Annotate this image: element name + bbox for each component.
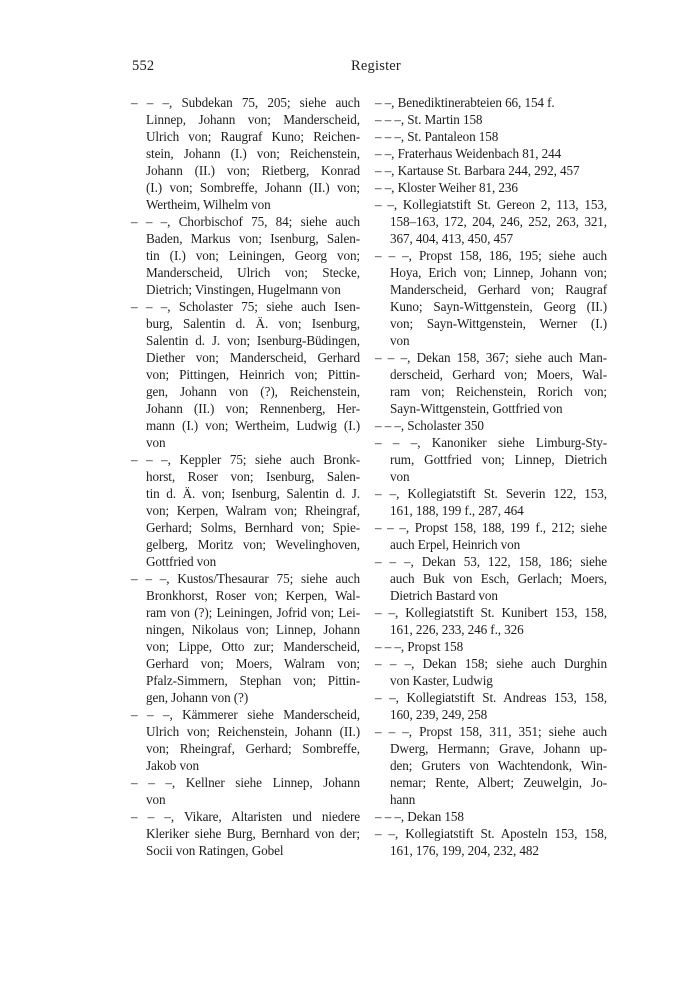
index-entry: [375, 553, 607, 604]
index-entry-line: Gottfried von: [146, 554, 217, 569]
index-entry-line: – –, Kloster Weiher 81, 236: [375, 180, 518, 195]
index-entry-line: von; Pittingen, Heinrich von; Pittin-: [146, 367, 360, 382]
index-entry-line: – –, Kollegiatstift St. Andreas 153, 158,: [375, 690, 607, 705]
index-entry-line: – – –, Kellner siehe Linnep, Johann: [131, 775, 360, 790]
index-entry: [375, 349, 607, 417]
index-entry: [375, 723, 607, 808]
index-entry-line: von: [146, 435, 166, 450]
index-entry-line: – – –, Propst 158: [375, 639, 464, 654]
index-entry-line: Johann (II.) von; Rennenberg, Her-: [146, 401, 360, 416]
index-entry-line: tin (I.) von; Leiningen, Georg von;: [146, 248, 360, 263]
index-entry-line: Socii von Ratingen, Gobel: [146, 843, 284, 858]
index-entry-line: mann (I.) von; Wertheim, Ludwig (I.): [146, 418, 360, 433]
index-entry-line: Wertheim, Wilhelm von: [146, 197, 271, 212]
index-entry-line: 161, 188, 199 f., 287, 464: [390, 503, 524, 518]
index-entry-line: – – –, St. Pantaleon 158: [375, 129, 499, 144]
index-entry-line: Pfalz-Simmern, Stephan von; Pittin-: [146, 673, 360, 688]
index-entry-line: Dietrich; Vinstingen, Hugelmann von: [146, 282, 341, 297]
index-entry-line: 160, 239, 249, 258: [390, 707, 488, 722]
index-entry-line: 161, 176, 199, 204, 232, 482: [390, 843, 539, 858]
index-entry-line: auch Buk von Esch, Gerlach; Moers,: [390, 571, 607, 586]
index-entry-line: von; Sayn-Wittgenstein, Werner (I.): [390, 316, 607, 331]
index-entry: [375, 111, 607, 128]
index-entry-line: – – –, Keppler 75; siehe auch Bronk-: [131, 452, 360, 467]
index-entry-line: Linnep, Johann von; Manderscheid,: [146, 112, 360, 127]
index-entry-line: – – –, Dekan 158: [375, 809, 464, 824]
index-entry-line: – – –, Propst 158, 311, 351; siehe auch: [375, 724, 607, 739]
index-entry-line: gelberg, Moritz von; Wevelinghoven,: [146, 537, 360, 552]
index-entry-line: Gerhard von; Moers, Walram von;: [146, 656, 360, 671]
index-entry: [375, 808, 607, 825]
index-entry: [131, 298, 360, 451]
index-entry-line: – – –, Kämmerer siehe Manderscheid,: [131, 707, 360, 722]
index-entry: [375, 434, 607, 485]
index-entry-line: (I.) von; Sombreffe, Johann (II.) von;: [146, 180, 360, 195]
index-entry-line: – – –, Dekan 53, 122, 158, 186; siehe: [375, 554, 607, 569]
index-entry: [375, 519, 607, 553]
index-entry: [375, 417, 607, 434]
index-entry: [131, 213, 360, 298]
index-entry-line: Dietrich Bastard von: [390, 588, 498, 603]
index-entry-line: Diether von; Manderscheid, Gerhard: [146, 350, 360, 365]
index-entry-line: burg, Salentin d. Ä. von; Isenburg,: [146, 316, 360, 331]
index-entry-line: Kuno; Sayn-Wittgenstein, Georg (II.): [390, 299, 607, 314]
page-number: 552: [132, 58, 155, 74]
index-entry-line: 158–163, 172, 204, 246, 252, 263, 321,: [390, 214, 607, 229]
index-entry-line: Jakob von: [146, 758, 199, 773]
index-entry-line: den; Gruters von Wachtendonk, Win-: [390, 758, 607, 773]
index-entry-line: – – –, Dekan 158; siehe auch Durghin: [375, 656, 607, 671]
index-entry-line: gen, Johann von (?): [146, 690, 249, 705]
index-entry: [375, 485, 607, 519]
index-entry-line: – – –, Vikare, Altaristen und niedere: [131, 809, 360, 824]
index-entry-line: – – –, Propst 158, 188, 199 f., 212; siehe: [375, 520, 607, 535]
index-entry-line: Manderscheid, Ulrich von; Stecke,: [146, 265, 360, 280]
index-entry: [375, 689, 607, 723]
index-entry-line: von: [390, 333, 410, 348]
index-entry-line: horst, Roser von; Isenburg, Salen-: [146, 469, 360, 484]
index-entry-line: von: [146, 792, 166, 807]
index-entry-line: – – –, Scholaster 350: [375, 418, 484, 433]
index-entry-line: nemar; Rente, Albert; Zeuwelgin, Jo-: [390, 775, 607, 790]
index-entry-line: Salentin d. J. von; Isenburg-Büdingen,: [146, 333, 360, 348]
index-entry-line: – –, Kollegiatstift St. Kunibert 153, 158,: [375, 605, 607, 620]
index-entry-line: – – –, Propst 158, 186, 195; siehe auch: [375, 248, 607, 263]
index-entry-line: 367, 404, 413, 450, 457: [390, 231, 513, 246]
index-entry-line: – –, Kollegiatstift St. Severin 122, 153,: [375, 486, 607, 501]
index-entry-line: – –, Kollegiatstift St. Aposteln 153, 158,: [375, 826, 607, 841]
index-entry-line: – –, Kartause St. Barbara 244, 292, 457: [375, 163, 580, 178]
index-entry: [375, 128, 607, 145]
page-header: [0, 58, 700, 78]
index-entry: [375, 825, 607, 859]
index-entry-line: – –, Kollegiatstift St. Gereon 2, 113, 153,: [375, 197, 607, 212]
index-entry: [375, 196, 607, 247]
index-entry: [131, 706, 360, 774]
index-entry-line: Hoya, Erich von; Linnep, Johann von;: [390, 265, 607, 280]
index-entry-line: – –, Benediktinerabteien 66, 154 f.: [375, 95, 555, 110]
index-entry-line: Johann (II.) von; Rietberg, Konrad: [146, 163, 360, 178]
index-entry: [131, 94, 360, 213]
index-entry-line: – –, Fraterhaus Weidenbach 81, 244: [375, 146, 562, 161]
index-entry-line: von; Lippe, Otto zur; Manderscheid,: [146, 639, 360, 654]
index-entry-line: 161, 226, 233, 246 f., 326: [390, 622, 524, 637]
index-entry-line: – – –, Chorbischof 75, 84; siehe auch: [131, 214, 360, 229]
index-left-column: [131, 94, 360, 859]
index-entry-line: von; Rheingraf, Gerhard; Sombreffe,: [146, 741, 360, 756]
index-entry-line: stein, Johann (I.) von; Reichenstein,: [146, 146, 360, 161]
index-entry: [375, 145, 607, 162]
index-entry-line: Gerhard; Solms, Bernhard von; Spie-: [146, 520, 360, 535]
index-entry: [375, 247, 607, 349]
index-entry-line: derscheid, Gerhard von; Moers, Wal-: [390, 367, 607, 382]
index-entry-line: Bronkhorst, Roser von; Kerpen, Wal-: [146, 588, 360, 603]
index-entry: [131, 451, 360, 570]
index-entry-line: – – –, Subdekan 75, 205; siehe auch: [131, 95, 360, 110]
index-entry-line: hann: [390, 792, 416, 807]
index-entry: [131, 570, 360, 706]
index-entry-line: – – –, Kustos/Thesaurar 75; siehe auch: [131, 571, 360, 586]
index-entry-line: Kleriker siehe Burg, Bernhard von der;: [146, 826, 360, 841]
index-entry-line: Manderscheid, Gerhard von; Raugraf: [390, 282, 607, 297]
index-entry: [375, 655, 607, 689]
index-entry-line: Baden, Markus von; Isenburg, Salen-: [146, 231, 360, 246]
index-entry-line: tin d. Ä. von; Isenburg, Salentin d. J.: [146, 486, 360, 501]
index-entry: [131, 774, 360, 808]
index-entry-line: von: [390, 469, 410, 484]
index-entry: [375, 638, 607, 655]
index-entry-line: auch Erpel, Heinrich von: [390, 537, 521, 552]
index-entry-line: Ulrich von; Raugraf Kuno; Reichen-: [146, 129, 360, 144]
index-entry-line: ram von; Reichenstein, Rorich von;: [390, 384, 607, 399]
index-entry-line: von; Kerpen, Walram von; Rheingraf,: [146, 503, 360, 518]
index-entry-line: Ulrich von; Reichenstein, Johann (II.): [146, 724, 360, 739]
index-entry: [375, 162, 607, 179]
index-entry-line: – – –, St. Martin 158: [375, 112, 483, 127]
index-entry-line: – – –, Kanoniker siehe Limburg-Sty-: [375, 435, 607, 450]
index-right-column: [375, 94, 607, 859]
index-entry-line: rum, Gottfried von; Linnep, Dietrich: [390, 452, 607, 467]
index-entry-line: Sayn-Wittgenstein, Gottfried von: [390, 401, 563, 416]
page-title: Register: [351, 58, 401, 74]
index-entry-line: ningen, Nikolaus von; Linnep, Johann: [146, 622, 360, 637]
index-entry-line: von Kaster, Ludwig: [390, 673, 493, 688]
index-entry-line: gen, Johann von (?), Reichenstein,: [146, 384, 360, 399]
index-entry: [375, 179, 607, 196]
index-entry: [375, 94, 607, 111]
index-entry: [131, 808, 360, 859]
index-entry-line: – – –, Dekan 158, 367; siehe auch Man-: [375, 350, 607, 365]
index-entry-line: ram von (?); Leiningen, Jofrid von; Lei-: [146, 605, 360, 620]
index-entry: [375, 604, 607, 638]
index-entry-line: – – –, Scholaster 75; siehe auch Isen-: [131, 299, 360, 314]
index-entry-line: Dwerg, Hermann; Grave, Johann up-: [390, 741, 607, 756]
